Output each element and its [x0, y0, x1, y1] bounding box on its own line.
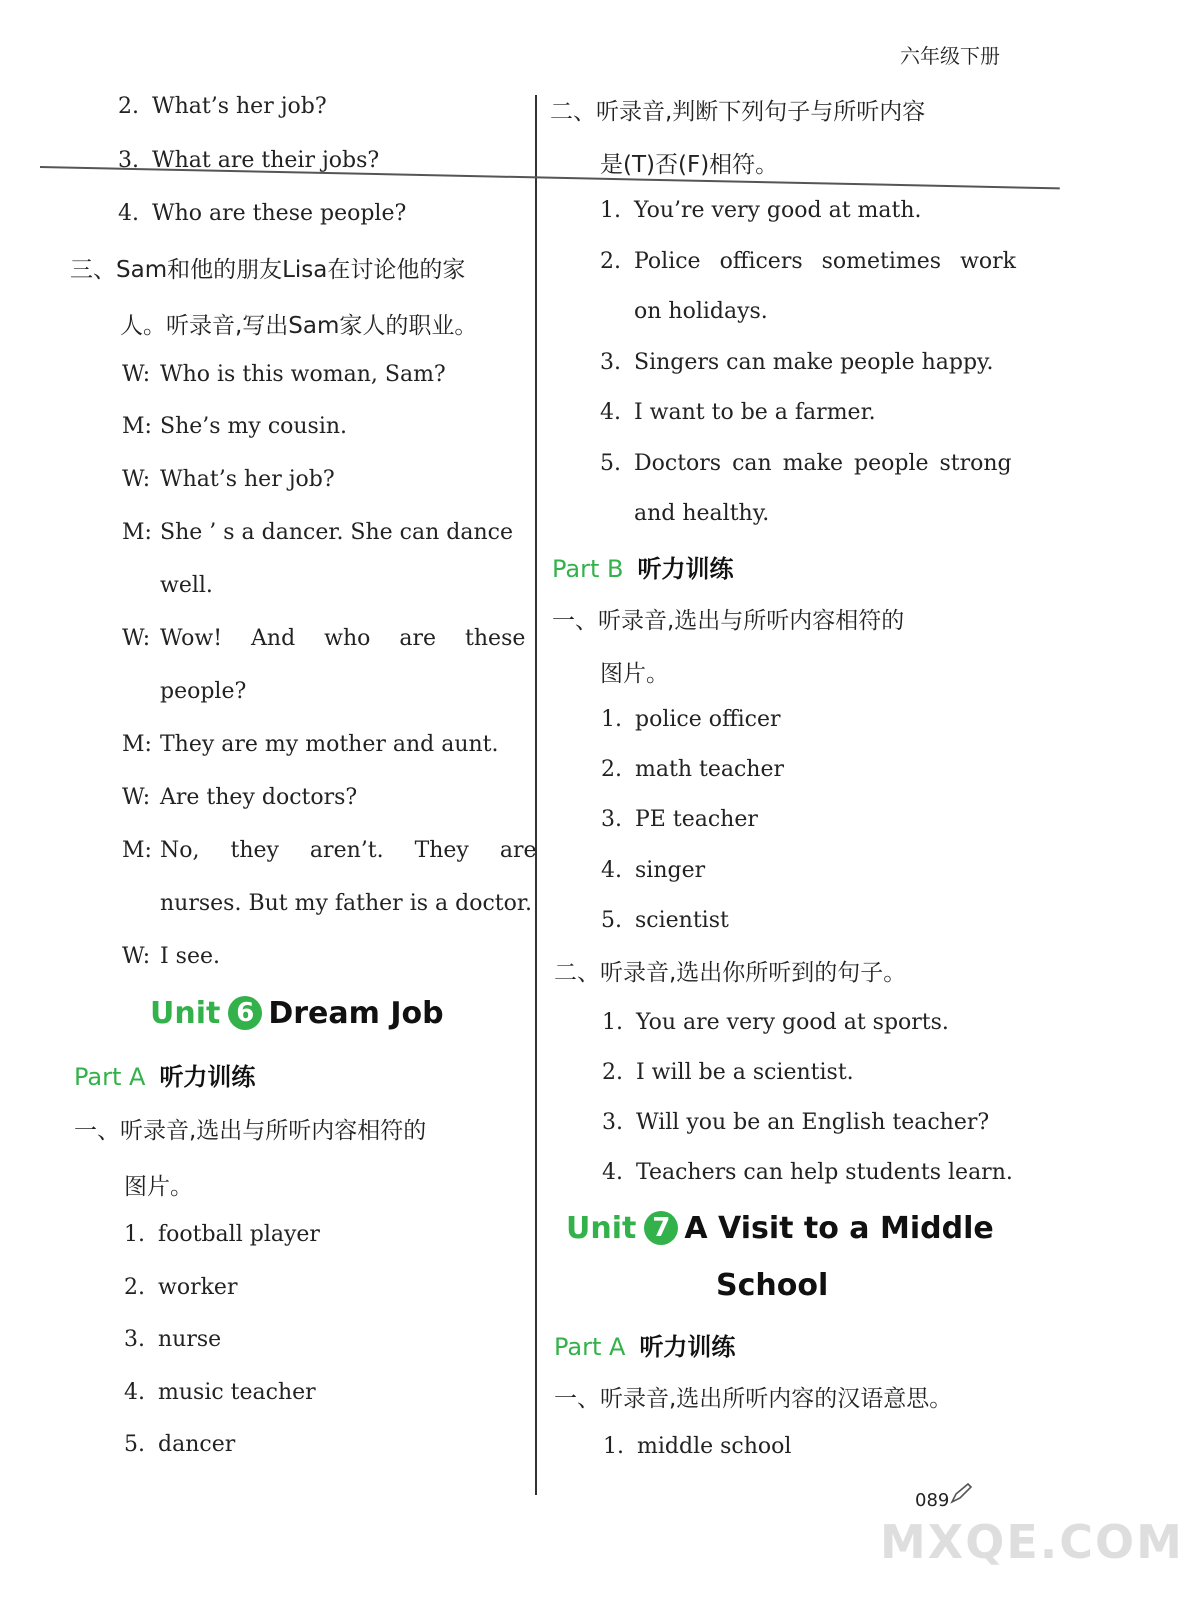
section-2-title: 二、听录音,判断下列句子与所听内容: [550, 99, 926, 125]
list-item: 4. I want to be a farmer.: [600, 400, 876, 425]
unit-6-heading: Unit 6 Dream Job: [150, 996, 444, 1031]
dialogue-line: M: They are my mother and aunt.: [122, 732, 499, 757]
unit-number-badge: 6: [228, 996, 262, 1030]
list-item: 5. scientist: [601, 908, 729, 933]
section-3-title: 三、Sam和他的朋友Lisa在讨论他的家: [70, 257, 466, 283]
unit-7-part-a-section-1-title: 一、听录音,选出所听内容的汉语意思。: [554, 1386, 953, 1412]
list-item: 5. Doctors can make people strong: [600, 451, 1012, 476]
unit-7-heading: Unit 7 A Visit to a Middle: [566, 1211, 994, 1246]
list-item: 2. I will be a scientist.: [602, 1060, 854, 1085]
list-item: 3. Will you be an English teacher?: [602, 1110, 990, 1135]
page-header-grade: 六年级下册: [900, 44, 1000, 68]
list-item: 4. Teachers can help students learn.: [602, 1160, 1013, 1185]
list-item: 2. math teacher: [601, 757, 784, 782]
dialogue-line: M: She ’ s a dancer. She can dance: [122, 520, 513, 545]
part-a-heading: Part A 听力训练: [74, 1063, 256, 1091]
dialogue-line: W: I see.: [122, 944, 221, 969]
dialogue-line-cont: people?: [160, 679, 247, 704]
list-item: 1. You’re very good at math.: [600, 198, 922, 223]
section-2-title-cont: 是(T)否(F)相符。: [600, 152, 779, 178]
dialogue-line-cont: nurses. But my father is a doctor.: [160, 891, 532, 916]
pencil-icon: [948, 1480, 974, 1506]
unit-number-badge: 7: [644, 1211, 678, 1245]
part-a-section-1-title: 一、听录音,选出与所听内容相符的: [74, 1118, 427, 1144]
dialogue-line: M: No, they aren’t. They are: [122, 838, 537, 863]
column-divider: [535, 95, 537, 1495]
part-b-section-1-title-cont: 图片。: [600, 661, 669, 687]
dialogue-line: W: Are they doctors?: [122, 785, 358, 810]
list-item: 2. worker: [124, 1275, 238, 1300]
dialogue-line: W: Wow! And who are these: [122, 626, 526, 651]
part-b-section-1-title: 一、听录音,选出与所听内容相符的: [552, 608, 905, 634]
part-b-heading: Part B 听力训练: [552, 555, 734, 583]
list-item: 3. PE teacher: [601, 807, 758, 832]
dialogue-line: W: What’s her job?: [122, 467, 335, 492]
list-item: 1. football player: [124, 1222, 320, 1247]
unit-7-part-a-heading: Part A 听力训练: [554, 1333, 736, 1361]
list-item: 1. police officer: [601, 707, 781, 732]
list-item: 3. What are their jobs?: [118, 148, 380, 173]
list-item: 2. Police officers sometimes work: [600, 249, 1016, 274]
list-item: 4. singer: [601, 858, 706, 883]
list-item: 1. middle school: [603, 1434, 792, 1459]
list-item: 4. Who are these people?: [118, 201, 407, 226]
part-b-section-2-title: 二、听录音,选出你所听到的句子。: [554, 960, 907, 986]
list-item-cont: and healthy.: [634, 501, 770, 526]
part-a-section-1-title-cont: 图片。: [124, 1174, 193, 1200]
list-item-cont: on holidays.: [634, 299, 768, 324]
section-3-title-cont: 人。听录音,写出Sam家人的职业。: [120, 313, 478, 339]
list-item: 1. You are very good at sports.: [602, 1010, 949, 1035]
dialogue-line: W: Who is this woman, Sam?: [122, 362, 446, 387]
unit-7-heading-cont: School: [716, 1268, 829, 1303]
page-number: 089: [915, 1490, 950, 1511]
list-item: 4. music teacher: [124, 1380, 316, 1405]
dialogue-line: M: She’s my cousin.: [122, 414, 348, 439]
list-item: 2. What’s her job?: [118, 94, 327, 119]
list-item: 3. Singers can make people happy.: [600, 350, 994, 375]
watermark: MXQE.COM: [880, 1515, 1184, 1569]
dialogue-line-cont: well.: [160, 573, 213, 598]
list-item: 3. nurse: [124, 1327, 222, 1352]
list-item: 5. dancer: [124, 1432, 236, 1457]
